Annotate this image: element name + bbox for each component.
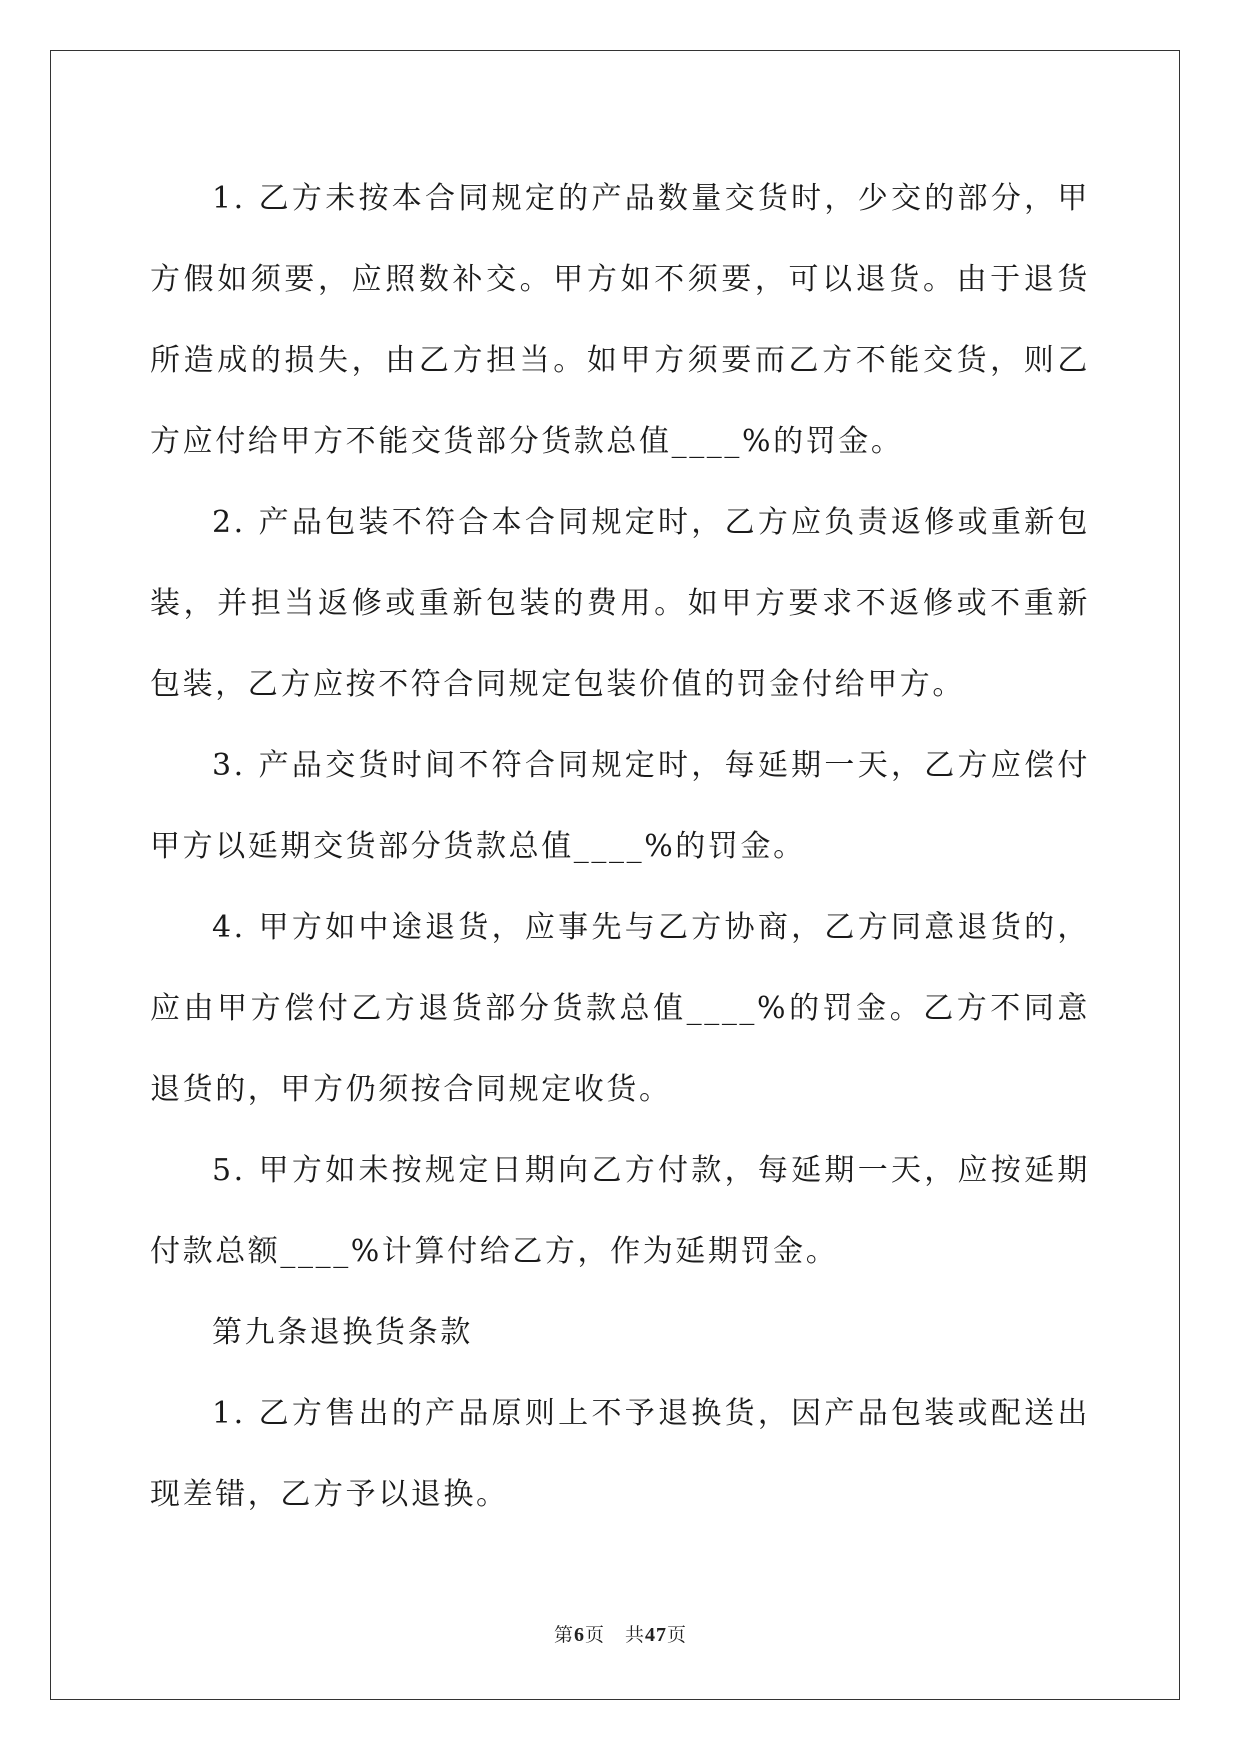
paragraph-clause-4: 4. 甲方如中途退货，应事先与乙方协商，乙方同意退货的，应由甲方偿付乙方退货部分货款总值____%的罚金。乙方不同意退货的，甲方仍须按合同规定收货。 [150, 910, 1090, 1107]
total-suffix: 页 [667, 1624, 688, 1646]
paragraph-clause-5: 5. 甲方如未按规定日期向乙方付款，每延期一天，应按延期付款总额____%计算付给乙方，作为延期罚金。 [150, 1153, 1090, 1269]
page-suffix: 页 [584, 1624, 605, 1646]
section-heading-article-9: 第九条退换货条款 [212, 1315, 473, 1350]
page-footer [0, 1620, 1241, 1647]
paragraph-clause-1: 1. 乙方未按本合同规定的产品数量交货时，少交的部分，甲方假如须要，应照数补交。甲方如不须要，可以退货。由于退货所造成的损失，由乙方担当。如甲方须要而乙方不能交货，则乙方应付给甲方不能交货部分货款总值____%的罚金。 [150, 181, 1090, 459]
paragraph-clause-3: 3. 产品交货时间不符合同规定时，每延期一天，乙方应偿付甲方以延期交货部分货款总值____%的罚金。 [150, 748, 1090, 864]
page-number: 6 [573, 1624, 585, 1646]
total-prefix: 共 [625, 1624, 646, 1646]
total-pages: 47 [645, 1624, 668, 1646]
paragraph-clause-2: 2. 产品包装不符合本合同规定时，乙方应负责返修或重新包装，并担当返修或重新包装的费用。如甲方要求不返修或不重新包装，乙方应按不符合同规定包装价值的罚金付给甲方。 [150, 505, 1090, 702]
page-prefix: 第 [553, 1624, 574, 1646]
paragraph-article-9-clause-1: 1. 乙方售出的产品原则上不予退换货，因产品包装或配送出现差错，乙方予以退换。 [150, 1396, 1090, 1512]
document-body [150, 158, 1090, 1535]
